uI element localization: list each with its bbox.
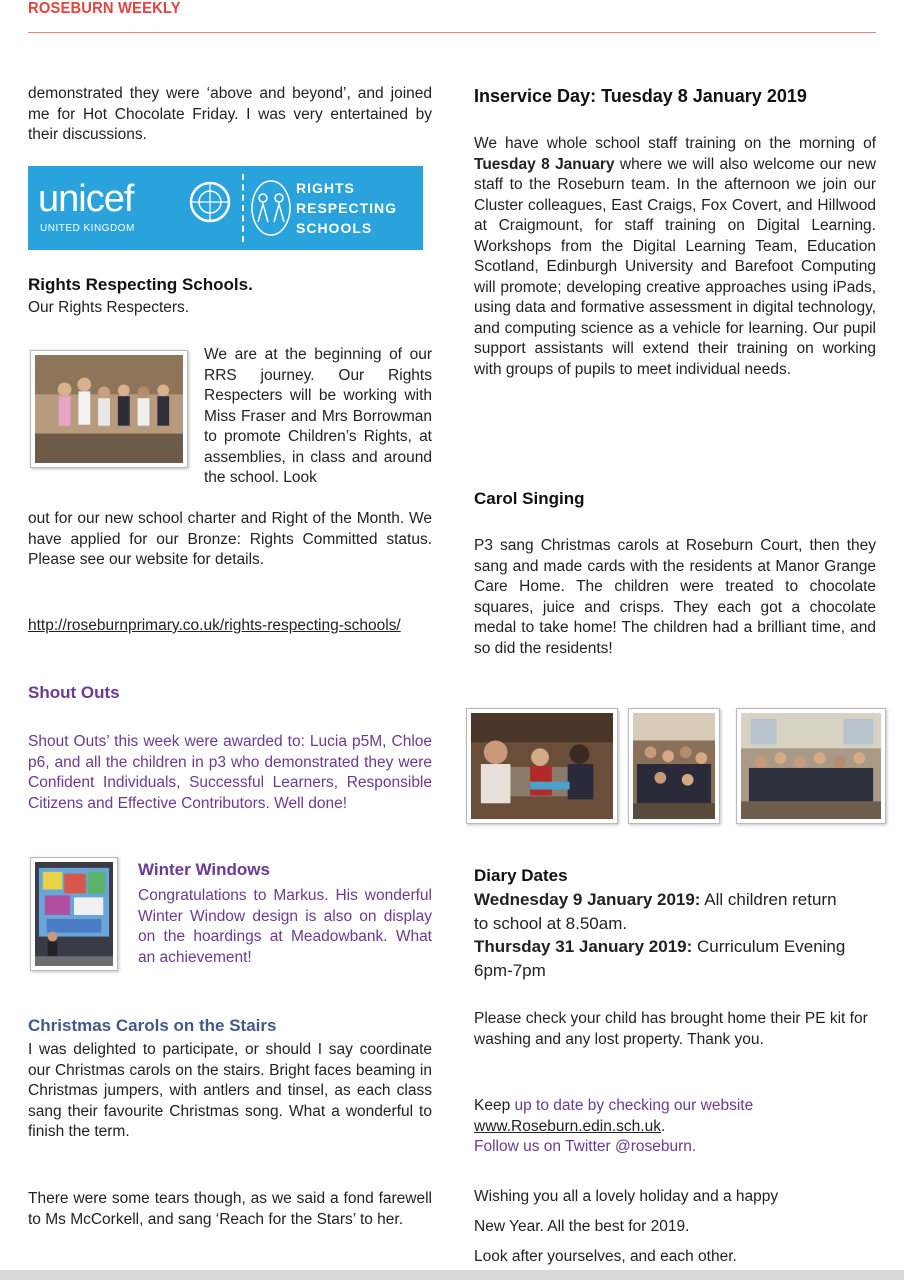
rrs-subheading: Our Rights Respecters. <box>28 299 190 316</box>
diary-dates-heading: Diary Dates <box>474 866 568 885</box>
shout-outs-text-main: Shout Outs’ this week were awarded to: Lucia p5M, Chloe p6, and all the children in p3 who demonstrated they were Confident Individuals, Successful Learners, Responsible Citizens and Effective <box>28 733 432 812</box>
rrs-paragraph-below: out for our new school charter and Right of the Month. We have applied for our Bronze: Rights Committed status. Please see our website for details. <box>28 510 432 568</box>
website-line <box>474 1096 874 1117</box>
diary-date-2: Thursday 31 January 2019: <box>474 937 693 956</box>
diary-event-1: All children return to school at 8.50am. <box>474 890 837 933</box>
diary-event-2: Curriculum Evening 6pm-7pm <box>474 937 846 980</box>
closing-message <box>474 1182 884 1272</box>
inservice-date-bold: Tuesday 8 January <box>474 155 615 173</box>
inservice-paragraph <box>474 134 876 380</box>
twitter-line: Follow us on Twitter @roseburn. <box>474 1138 697 1155</box>
shout-outs-text <box>28 732 432 814</box>
inservice-text-rest: where we will also welcome our new staff to the Roseburn team. In the afternoon we join our Cluster colleagues, East Craigs, Fox Covert, and Hillwood at Craigmount, for staff training on Digital Learning. Workshops from the Digital Learning Team, Education Scotland, Edinburgh University and Barefoot Computing will promote; developing creative approaches using iPads, using data and formative assessment in digital technology, and computing science as a vehicle for learning. Our pupil support assistants will extend their training on working with groups of pupils to meet individual needs. <box>474 155 876 378</box>
website-url-line <box>474 1117 874 1138</box>
unicef-globe-icon <box>188 180 232 224</box>
keep-word: Keep <box>474 1097 511 1114</box>
rrs-paragraph-beside: We are at the beginning of our RRS journey. Our Rights Respecters will be working with Miss Fraser and Mrs Borrowman to promote Children’s Rights, at assemblies, in class and around the school. Look <box>204 346 432 486</box>
pe-kit-note: Please check your child has brought home their PE kit for washing and any lost property. Thank you. <box>474 1010 868 1048</box>
carols-stairs-paragraph-2: There were some tears though, as we said a fond farewell to Ms McCorkell, and sang ‘Reach for the Stars’ to her. <box>28 1190 432 1228</box>
winter-window-photo <box>30 857 118 971</box>
carol-singing-paragraph: P3 sang Christmas carols at Roseburn Court, then they sang and made cards with the residents at Manor Grange Care Home. The children were treated to chocolate squares, juice and crisps. They each got a chocolate medal to take home! The children had a brilliant time, and so did the residents! <box>474 537 876 657</box>
inservice-heading: Inservice Day: Tuesday 8 January 2019 <box>474 86 807 106</box>
closing-line-3: Look after yourselves, and each other. <box>474 1248 737 1265</box>
page-bottom-edge <box>0 1270 904 1280</box>
carol-photo-3 <box>736 708 886 824</box>
carol-photo-2 <box>628 708 720 824</box>
diary-entry-2 <box>474 935 854 982</box>
shout-outs-text-end: Contributors. Well done! <box>181 794 348 812</box>
rrs-line-3: SCHOOLS <box>296 220 373 236</box>
newsletter-title: ROSEBURN WEEKLY <box>28 0 181 17</box>
url-period: . <box>660 1117 666 1135</box>
closing-line-2: New Year. All the best for 2019. <box>474 1218 690 1235</box>
diary-dates-list <box>474 888 854 982</box>
unicef-wordmark: unicef <box>38 178 134 220</box>
website-block <box>474 1096 874 1158</box>
header-divider <box>28 32 876 33</box>
rrs-group-photo <box>30 350 188 468</box>
shout-outs-heading: Shout Outs <box>28 683 120 702</box>
school-website-link[interactable]: www.Roseburn.edin.sch.uk <box>474 1117 661 1135</box>
website-prompt: up to date by checking our website <box>510 1097 754 1114</box>
rrs-website-link[interactable]: http://roseburnprimary.co.uk/rights-respecting-schools/ <box>28 617 401 634</box>
inservice-text-start: We have whole school staff training on the morning of <box>474 135 876 152</box>
rrs-line-1: RIGHTS <box>296 180 355 196</box>
winter-windows-text: Congratulations to Markus. His wonderful Winter Window design is also on display on the hoardings at Meadowbank. What an achievement! <box>138 887 432 966</box>
winter-windows-heading: Winter Windows <box>138 860 270 879</box>
carol-singing-heading: Carol Singing <box>474 489 585 508</box>
rrs-heading: Rights Respecting Schools. <box>28 275 253 294</box>
diary-entry-1 <box>474 888 854 935</box>
carols-stairs-heading: Christmas Carols on the Stairs <box>28 1016 277 1035</box>
rrs-line-2: RESPECTING <box>296 200 398 216</box>
intro-paragraph: demonstrated they were ‘above and beyond’, and joined me for Hot Chocolate Friday. I was very entertained by their discussions. <box>28 85 432 143</box>
unicef-rrs-logo <box>28 166 423 250</box>
diary-date-1: Wednesday 9 January 2019: <box>474 890 701 909</box>
unicef-uk-label: UNITED KINGDOM <box>40 223 135 234</box>
closing-line-1: Wishing you all a lovely holiday and a happy <box>474 1188 779 1205</box>
logo-divider <box>242 174 246 242</box>
rrs-wordmark <box>296 178 397 238</box>
rrs-children-icon <box>250 178 292 238</box>
carol-photo-1 <box>466 708 618 824</box>
carols-stairs-paragraph-1: I was delighted to participate, or should I say coordinate our Christmas carols on the stairs. Bright faces beaming in Christmas jumpers, with antlers and tinsel, as each class sang their favourite Christmas song. What a wonderful to finish the term. <box>28 1041 432 1140</box>
